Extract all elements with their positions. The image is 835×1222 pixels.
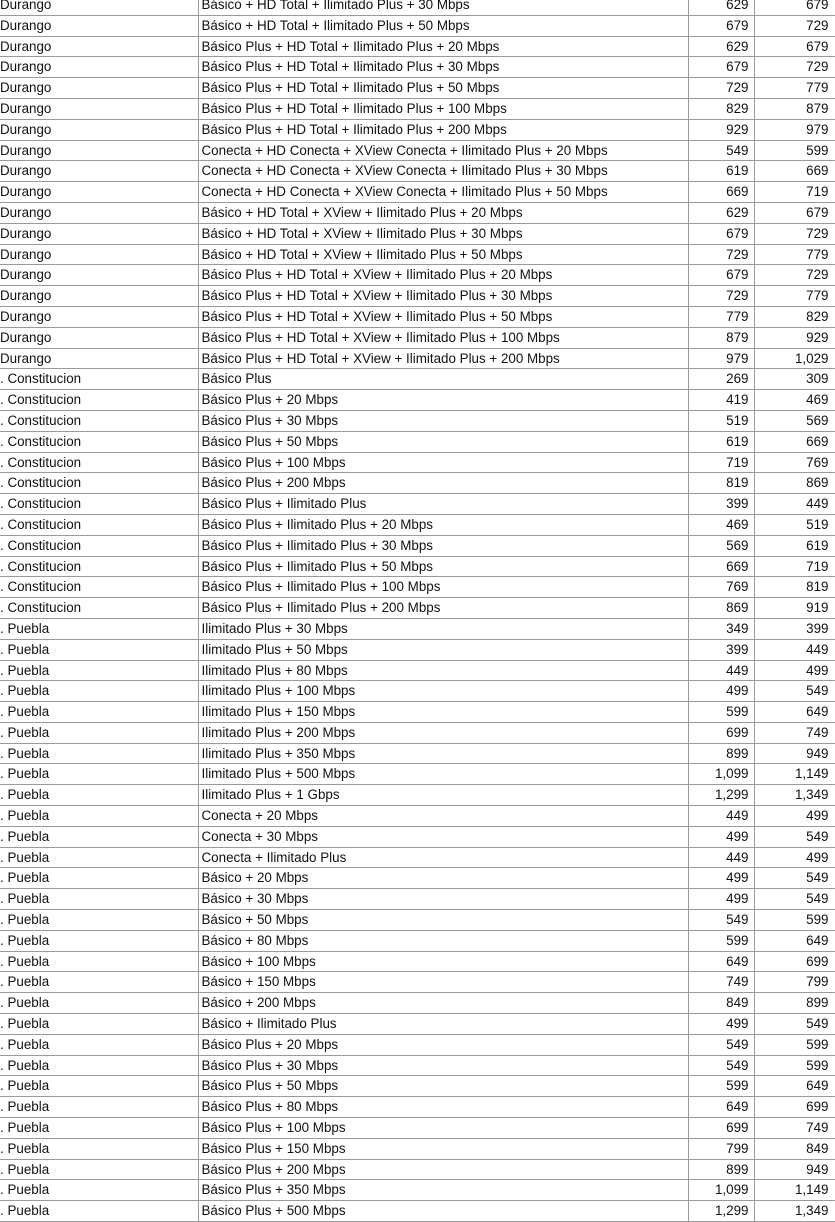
city-cell: . Puebla (0, 660, 198, 681)
table-row (0, 889, 835, 910)
table-row (0, 660, 835, 681)
table-row (0, 1055, 835, 1076)
plan-cell: Conecta + HD Conecta + XView Conecta + Ilimitado Plus + 30 Mbps (198, 161, 688, 182)
plan-cell: Conecta + 30 Mbps (198, 826, 688, 847)
price-cell-alt: 549 (754, 868, 835, 889)
price-cell-alt: 1,029 (754, 348, 835, 369)
table-row (0, 743, 835, 764)
price-cell: 449 (688, 847, 754, 868)
price-cell: 929 (688, 119, 754, 140)
city-cell: Durango (0, 57, 198, 78)
price-cell: 869 (688, 598, 754, 619)
city-cell: Durango (0, 36, 198, 57)
price-cell-alt: 729 (754, 223, 835, 244)
price-cell: 399 (688, 494, 754, 515)
plan-cell: Básico Plus + 50 Mbps (198, 1076, 688, 1097)
table-row (0, 972, 835, 993)
city-cell: . Puebla (0, 1034, 198, 1055)
price-cell: 499 (688, 868, 754, 889)
plan-cell: Básico Plus + HD Total + Ilimitado Plus + 50 Mbps (198, 78, 688, 99)
price-cell: 979 (688, 348, 754, 369)
city-cell: . Puebla (0, 847, 198, 868)
price-cell-alt: 779 (754, 286, 835, 307)
plan-cell: Básico Plus + 200 Mbps (198, 473, 688, 494)
table-row (0, 1138, 835, 1159)
plan-cell: Básico + HD Total + XView + Ilimitado Plus + 30 Mbps (198, 223, 688, 244)
plan-cell: Básico Plus + 20 Mbps (198, 1034, 688, 1055)
price-cell-alt: 549 (754, 1014, 835, 1035)
price-cell-alt: 499 (754, 660, 835, 681)
table-row (0, 410, 835, 431)
price-cell: 829 (688, 98, 754, 119)
city-cell: . Puebla (0, 1159, 198, 1180)
table-row (0, 286, 835, 307)
price-cell-alt: 649 (754, 930, 835, 951)
price-cell-alt: 599 (754, 1034, 835, 1055)
table-row (0, 722, 835, 743)
city-cell: . Puebla (0, 951, 198, 972)
plan-cell: Básico + 100 Mbps (198, 951, 688, 972)
table-row (0, 161, 835, 182)
price-cell: 899 (688, 743, 754, 764)
plan-cell: Básico Plus + HD Total + Ilimitado Plus + 30 Mbps (198, 57, 688, 78)
plan-cell: Básico Plus + 30 Mbps (198, 410, 688, 431)
price-cell-alt: 799 (754, 972, 835, 993)
price-cell: 619 (688, 161, 754, 182)
table-row (0, 119, 835, 140)
table-row (0, 390, 835, 411)
table-row (0, 535, 835, 556)
price-cell-alt: 699 (754, 1097, 835, 1118)
city-cell: Durango (0, 161, 198, 182)
price-cell-alt: 979 (754, 119, 835, 140)
price-cell-alt: 679 (754, 0, 835, 15)
table-row (0, 847, 835, 868)
city-cell: Durango (0, 286, 198, 307)
price-cell: 749 (688, 972, 754, 993)
plan-cell: Ilimitado Plus + 100 Mbps (198, 681, 688, 702)
table-row (0, 140, 835, 161)
city-cell: . Constitucion (0, 535, 198, 556)
price-cell-alt: 699 (754, 951, 835, 972)
price-cell-alt: 1,349 (754, 785, 835, 806)
price-cell: 549 (688, 140, 754, 161)
city-cell: Durango (0, 98, 198, 119)
price-cell-alt: 919 (754, 598, 835, 619)
table-row (0, 15, 835, 36)
price-cell-alt: 309 (754, 369, 835, 390)
price-cell: 729 (688, 78, 754, 99)
price-cell: 849 (688, 993, 754, 1014)
table-row (0, 764, 835, 785)
price-cell-alt: 829 (754, 306, 835, 327)
city-cell: . Constitucion (0, 431, 198, 452)
plan-cell: Ilimitado Plus + 200 Mbps (198, 722, 688, 743)
price-cell: 699 (688, 722, 754, 743)
table-row (0, 431, 835, 452)
price-cell: 729 (688, 286, 754, 307)
price-cell-alt: 399 (754, 618, 835, 639)
plan-cell: Básico + 20 Mbps (198, 868, 688, 889)
table-row (0, 1159, 835, 1180)
price-cell: 549 (688, 1055, 754, 1076)
plan-cell: Básico Plus + Ilimitado Plus + 20 Mbps (198, 514, 688, 535)
city-cell: Durango (0, 223, 198, 244)
price-cell-alt: 719 (754, 182, 835, 203)
plan-cell: Básico + Ilimitado Plus (198, 1014, 688, 1035)
city-cell: . Puebla (0, 889, 198, 910)
price-cell: 779 (688, 306, 754, 327)
price-cell-alt: 499 (754, 806, 835, 827)
price-cell: 899 (688, 1159, 754, 1180)
price-cell-alt: 1,349 (754, 1201, 835, 1222)
table-row (0, 369, 835, 390)
city-cell: Durango (0, 327, 198, 348)
price-cell: 819 (688, 473, 754, 494)
price-cell-alt: 499 (754, 847, 835, 868)
city-cell: . Constitucion (0, 452, 198, 473)
price-cell: 499 (688, 1014, 754, 1035)
plan-cell: Básico + 150 Mbps (198, 972, 688, 993)
price-cell-alt: 599 (754, 1055, 835, 1076)
plan-cell: Básico Plus + Ilimitado Plus + 30 Mbps (198, 535, 688, 556)
price-cell: 679 (688, 265, 754, 286)
city-cell: . Puebla (0, 1118, 198, 1139)
table-row (0, 1118, 835, 1139)
plan-cell: Básico + 50 Mbps (198, 910, 688, 931)
plan-cell: Básico Plus + HD Total + Ilimitado Plus + 100 Mbps (198, 98, 688, 119)
table-row (0, 598, 835, 619)
city-cell: . Puebla (0, 1138, 198, 1159)
plan-cell: Básico + HD Total + XView + Ilimitado Plus + 20 Mbps (198, 202, 688, 223)
plan-cell: Básico Plus + HD Total + XView + Ilimitado Plus + 200 Mbps (198, 348, 688, 369)
price-cell-alt: 1,149 (754, 764, 835, 785)
price-cell-alt: 749 (754, 722, 835, 743)
price-cell-alt: 729 (754, 265, 835, 286)
city-cell: Durango (0, 140, 198, 161)
price-cell: 679 (688, 223, 754, 244)
table-row (0, 348, 835, 369)
city-cell: . Puebla (0, 993, 198, 1014)
plan-cell: Ilimitado Plus + 80 Mbps (198, 660, 688, 681)
price-cell-alt: 1,149 (754, 1180, 835, 1201)
plan-cell: Básico Plus + 30 Mbps (198, 1055, 688, 1076)
city-cell: . Puebla (0, 1014, 198, 1035)
city-cell: . Constitucion (0, 598, 198, 619)
price-cell: 719 (688, 452, 754, 473)
table-row (0, 930, 835, 951)
price-cell-alt: 549 (754, 826, 835, 847)
price-cell: 599 (688, 1076, 754, 1097)
price-cell: 1,099 (688, 1180, 754, 1201)
city-cell: Durango (0, 15, 198, 36)
price-cell: 879 (688, 327, 754, 348)
price-cell: 729 (688, 244, 754, 265)
price-cell-alt: 729 (754, 15, 835, 36)
plan-cell: Conecta + HD Conecta + XView Conecta + Ilimitado Plus + 20 Mbps (198, 140, 688, 161)
plan-cell: Conecta + HD Conecta + XView Conecta + Ilimitado Plus + 50 Mbps (198, 182, 688, 203)
city-cell: . Puebla (0, 972, 198, 993)
plan-cell: Básico Plus + HD Total + XView + Ilimitado Plus + 30 Mbps (198, 286, 688, 307)
table-row (0, 785, 835, 806)
price-cell: 599 (688, 702, 754, 723)
price-cell-alt: 899 (754, 993, 835, 1014)
city-cell: . Constitucion (0, 390, 198, 411)
table-row (0, 910, 835, 931)
city-cell: . Puebla (0, 785, 198, 806)
price-cell-alt: 779 (754, 244, 835, 265)
plan-cell: Básico Plus (198, 369, 688, 390)
table-row (0, 1097, 835, 1118)
plan-cell: Básico + HD Total + Ilimitado Plus + 50 Mbps (198, 15, 688, 36)
price-cell-alt: 819 (754, 577, 835, 598)
plan-cell: Básico Plus + 100 Mbps (198, 1118, 688, 1139)
price-cell-alt: 599 (754, 910, 835, 931)
city-cell: . Puebla (0, 1055, 198, 1076)
table-row (0, 182, 835, 203)
plan-cell: Básico Plus + HD Total + XView + Ilimitado Plus + 20 Mbps (198, 265, 688, 286)
city-cell: . Puebla (0, 806, 198, 827)
plan-cell: Básico Plus + 80 Mbps (198, 1097, 688, 1118)
city-cell: . Puebla (0, 764, 198, 785)
price-cell: 669 (688, 182, 754, 203)
table-row (0, 265, 835, 286)
price-cell-alt: 729 (754, 57, 835, 78)
price-cell-alt: 469 (754, 390, 835, 411)
plan-cell: Básico Plus + HD Total + Ilimitado Plus + 20 Mbps (198, 36, 688, 57)
city-cell: Durango (0, 78, 198, 99)
price-cell-alt: 779 (754, 78, 835, 99)
city-cell: . Puebla (0, 1076, 198, 1097)
table-row (0, 951, 835, 972)
price-cell: 769 (688, 577, 754, 598)
table-row (0, 1180, 835, 1201)
table-row (0, 494, 835, 515)
price-cell: 799 (688, 1138, 754, 1159)
price-cell: 549 (688, 1034, 754, 1055)
city-cell: Durango (0, 244, 198, 265)
city-cell: . Puebla (0, 639, 198, 660)
plan-cell: Ilimitado Plus + 350 Mbps (198, 743, 688, 764)
table-row (0, 577, 835, 598)
price-cell: 679 (688, 15, 754, 36)
city-cell: . Puebla (0, 930, 198, 951)
plan-cell: Básico Plus + 100 Mbps (198, 452, 688, 473)
price-cell-alt: 949 (754, 743, 835, 764)
price-cell-alt: 599 (754, 140, 835, 161)
city-cell: . Puebla (0, 722, 198, 743)
plan-cell: Ilimitado Plus + 30 Mbps (198, 618, 688, 639)
table-row (0, 36, 835, 57)
city-cell: . Constitucion (0, 494, 198, 515)
price-cell: 649 (688, 951, 754, 972)
city-cell: . Puebla (0, 910, 198, 931)
price-cell: 549 (688, 910, 754, 931)
table-row (0, 452, 835, 473)
plan-cell: Básico + HD Total + Ilimitado Plus + 30 Mbps (198, 0, 688, 15)
price-cell-alt: 769 (754, 452, 835, 473)
table-row (0, 806, 835, 827)
table-row (0, 1034, 835, 1055)
plan-cell: Básico Plus + 20 Mbps (198, 390, 688, 411)
city-cell: . Constitucion (0, 410, 198, 431)
plan-cell: Ilimitado Plus + 50 Mbps (198, 639, 688, 660)
price-cell: 619 (688, 431, 754, 452)
plan-cell: Básico + 30 Mbps (198, 889, 688, 910)
plan-cell: Ilimitado Plus + 150 Mbps (198, 702, 688, 723)
table-row (0, 618, 835, 639)
price-cell: 1,299 (688, 785, 754, 806)
city-cell: . Puebla (0, 618, 198, 639)
price-cell-alt: 849 (754, 1138, 835, 1159)
price-cell: 629 (688, 36, 754, 57)
table-row (0, 202, 835, 223)
city-cell: . Puebla (0, 743, 198, 764)
table-row (0, 327, 835, 348)
price-cell: 499 (688, 889, 754, 910)
plan-cell: Conecta + 20 Mbps (198, 806, 688, 827)
price-cell: 349 (688, 618, 754, 639)
city-cell: . Puebla (0, 826, 198, 847)
table-row (0, 556, 835, 577)
table-row (0, 1201, 835, 1222)
price-cell: 269 (688, 369, 754, 390)
city-cell: Durango (0, 182, 198, 203)
plan-cell: Básico Plus + 500 Mbps (198, 1201, 688, 1222)
city-cell: . Puebla (0, 681, 198, 702)
city-cell: Durango (0, 202, 198, 223)
price-cell-alt: 669 (754, 431, 835, 452)
price-cell: 449 (688, 806, 754, 827)
price-cell: 649 (688, 1097, 754, 1118)
city-cell: . Constitucion (0, 514, 198, 535)
table-row (0, 826, 835, 847)
table-row (0, 78, 835, 99)
plan-cell: Básico Plus + Ilimitado Plus (198, 494, 688, 515)
city-cell: Durango (0, 265, 198, 286)
table-row (0, 1076, 835, 1097)
plan-cell: Conecta + Ilimitado Plus (198, 847, 688, 868)
price-cell: 679 (688, 57, 754, 78)
price-cell-alt: 869 (754, 473, 835, 494)
price-cell: 399 (688, 639, 754, 660)
table-row (0, 0, 835, 15)
price-cell-alt: 549 (754, 681, 835, 702)
price-cell-alt: 679 (754, 202, 835, 223)
city-cell: . Constitucion (0, 556, 198, 577)
price-cell: 629 (688, 202, 754, 223)
plan-cell: Básico Plus + Ilimitado Plus + 50 Mbps (198, 556, 688, 577)
price-cell: 669 (688, 556, 754, 577)
city-cell: . Constitucion (0, 577, 198, 598)
price-cell: 419 (688, 390, 754, 411)
table-row (0, 223, 835, 244)
city-cell: . Puebla (0, 1097, 198, 1118)
plan-cell: Básico + 80 Mbps (198, 930, 688, 951)
plan-cell: Básico + 200 Mbps (198, 993, 688, 1014)
price-cell-alt: 679 (754, 36, 835, 57)
price-cell-alt: 649 (754, 702, 835, 723)
city-cell: Durango (0, 0, 198, 15)
plan-cell: Básico Plus + 200 Mbps (198, 1159, 688, 1180)
city-cell: Durango (0, 119, 198, 140)
price-cell-alt: 519 (754, 514, 835, 535)
price-cell-alt: 749 (754, 1118, 835, 1139)
price-cell: 1,299 (688, 1201, 754, 1222)
plan-cell: Básico Plus + 50 Mbps (198, 431, 688, 452)
city-cell: . Puebla (0, 868, 198, 889)
city-cell: Durango (0, 348, 198, 369)
plan-cell: Básico + HD Total + XView + Ilimitado Plus + 50 Mbps (198, 244, 688, 265)
table-row (0, 98, 835, 119)
table-row (0, 1014, 835, 1035)
price-cell-alt: 549 (754, 889, 835, 910)
price-cell-alt: 669 (754, 161, 835, 182)
price-cell: 699 (688, 1118, 754, 1139)
plan-cell: Básico Plus + HD Total + Ilimitado Plus + 200 Mbps (198, 119, 688, 140)
table-row (0, 306, 835, 327)
plan-cell: Básico Plus + Ilimitado Plus + 200 Mbps (198, 598, 688, 619)
price-cell: 629 (688, 0, 754, 15)
price-cell: 499 (688, 681, 754, 702)
plan-cell: Ilimitado Plus + 1 Gbps (198, 785, 688, 806)
city-cell: . Puebla (0, 702, 198, 723)
price-cell: 499 (688, 826, 754, 847)
price-cell: 1,099 (688, 764, 754, 785)
price-cell-alt: 949 (754, 1159, 835, 1180)
price-cell: 449 (688, 660, 754, 681)
city-cell: . Constitucion (0, 473, 198, 494)
city-cell: . Constitucion (0, 369, 198, 390)
table-row (0, 244, 835, 265)
price-cell: 569 (688, 535, 754, 556)
plan-cell: Básico Plus + Ilimitado Plus + 100 Mbps (198, 577, 688, 598)
table-row (0, 473, 835, 494)
price-cell: 519 (688, 410, 754, 431)
table-row (0, 702, 835, 723)
price-cell-alt: 929 (754, 327, 835, 348)
price-cell-alt: 449 (754, 639, 835, 660)
plan-cell: Ilimitado Plus + 500 Mbps (198, 764, 688, 785)
table-row (0, 514, 835, 535)
plan-cell: Básico Plus + 350 Mbps (198, 1180, 688, 1201)
price-cell-alt: 619 (754, 535, 835, 556)
price-cell: 469 (688, 514, 754, 535)
price-cell-alt: 879 (754, 98, 835, 119)
table-row (0, 868, 835, 889)
price-cell-alt: 449 (754, 494, 835, 515)
table-row (0, 57, 835, 78)
table-row (0, 681, 835, 702)
price-cell-alt: 569 (754, 410, 835, 431)
city-cell: . Puebla (0, 1201, 198, 1222)
plan-cell: Básico Plus + HD Total + XView + Ilimitado Plus + 100 Mbps (198, 327, 688, 348)
city-cell: Durango (0, 306, 198, 327)
table-row (0, 993, 835, 1014)
price-cell-alt: 719 (754, 556, 835, 577)
plan-cell: Básico Plus + HD Total + XView + Ilimitado Plus + 50 Mbps (198, 306, 688, 327)
price-cell: 599 (688, 930, 754, 951)
price-cell-alt: 649 (754, 1076, 835, 1097)
table-row (0, 639, 835, 660)
city-cell: . Puebla (0, 1180, 198, 1201)
plan-cell: Básico Plus + 150 Mbps (198, 1138, 688, 1159)
